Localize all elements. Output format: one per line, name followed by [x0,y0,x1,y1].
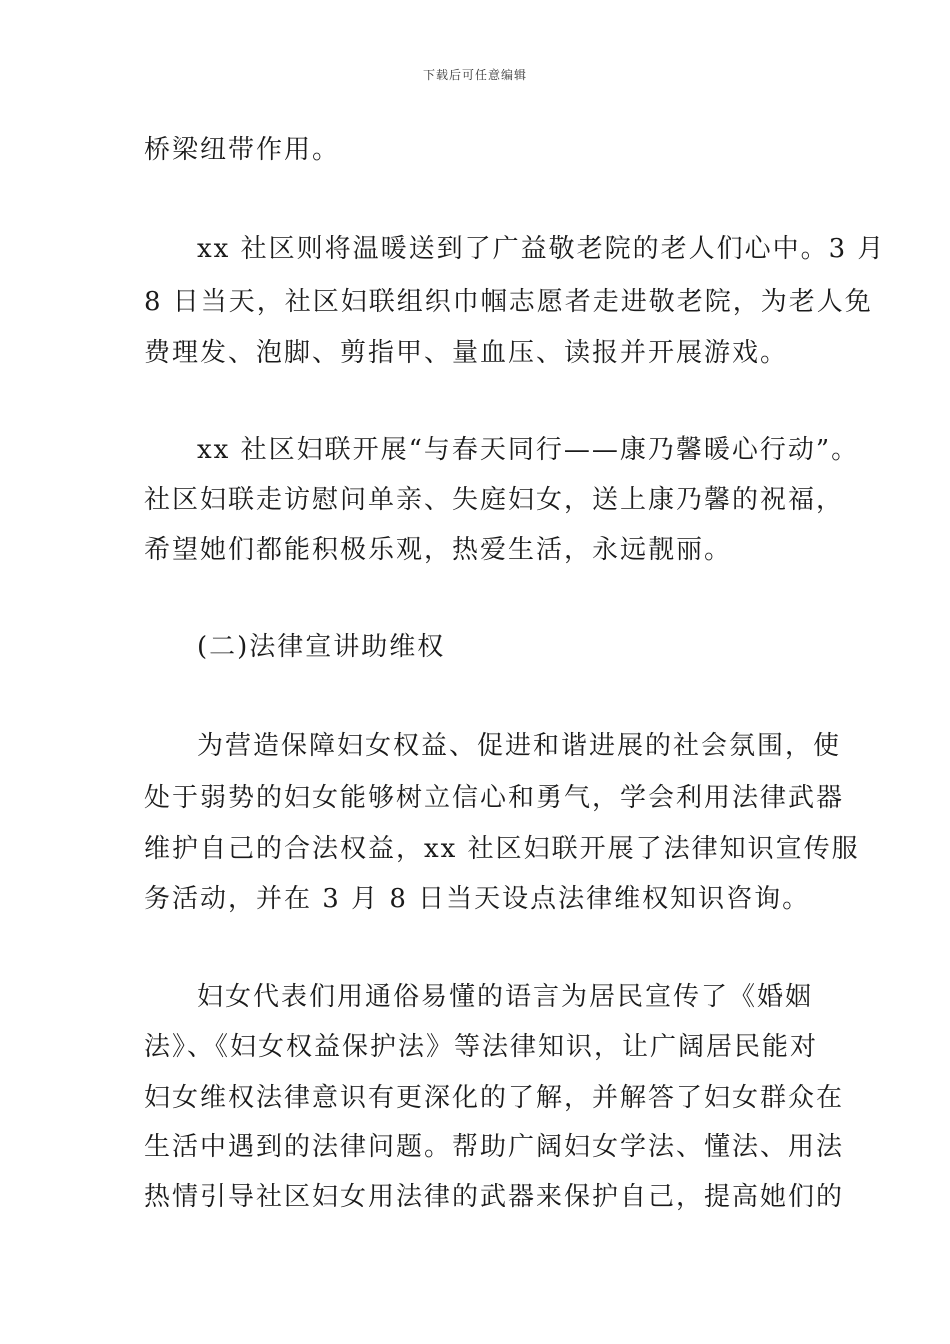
paragraph-line: 处于弱势的妇女能够树立信心和勇气，学会利用法律武器 [144,783,845,813]
paragraph-line: 妇女维权法律意识有更深化的了解，并解答了妇女群众在 [144,1083,845,1113]
page-header-note: 下载后可任意编辑 [422,68,527,82]
paragraph-line: 8 日当天，社区妇联组织巾帼志愿者走进敬老院，为老人免 [144,287,873,317]
paragraph-line: 维护自己的合法权益，xx 社区妇联开展了法律知识宣传服 [144,834,860,864]
paragraph-line: 法》、《妇女权益保护法》等法律知识，让广阔居民能对 [144,1032,819,1062]
section-heading: (二)法律宣讲助维权 [197,632,446,662]
paragraph-line: 桥梁纽带作用。 [144,135,341,165]
paragraph-line: 为营造保障妇女权益、促进和谐进展的社会氛围，使 [197,731,842,761]
paragraph-line: xx 社区则将温暖送到了广益敬老院的老人们心中。3 月 [197,234,886,264]
paragraph-line: 费理发、泡脚、剪指甲、量血压、读报并开展游戏。 [144,338,789,368]
paragraph-line: 社区妇联走访慰问单亲、失庭妇女，送上康乃馨的祝福， [144,485,845,515]
paragraph-line: 务活动，并在 3 月 8 日当天设点法律维权知识咨询。 [144,884,811,914]
paragraph-line: 希望她们都能积极乐观，热爱生活，永远靓丽。 [144,535,733,565]
paragraph-line: 生活中遇到的法律问题。帮助广阔妇女学法、懂法、用法 [144,1132,845,1162]
paragraph-line: xx 社区妇联开展“与春天同行——康乃馨暖心行动”。 [197,435,860,465]
paragraph-line: 妇女代表们用通俗易懂的语言为居民宣传了《婚姻 [197,982,814,1012]
paragraph-line: 热情引导社区妇女用法律的武器来保护自己，提高她们的 [144,1182,845,1212]
